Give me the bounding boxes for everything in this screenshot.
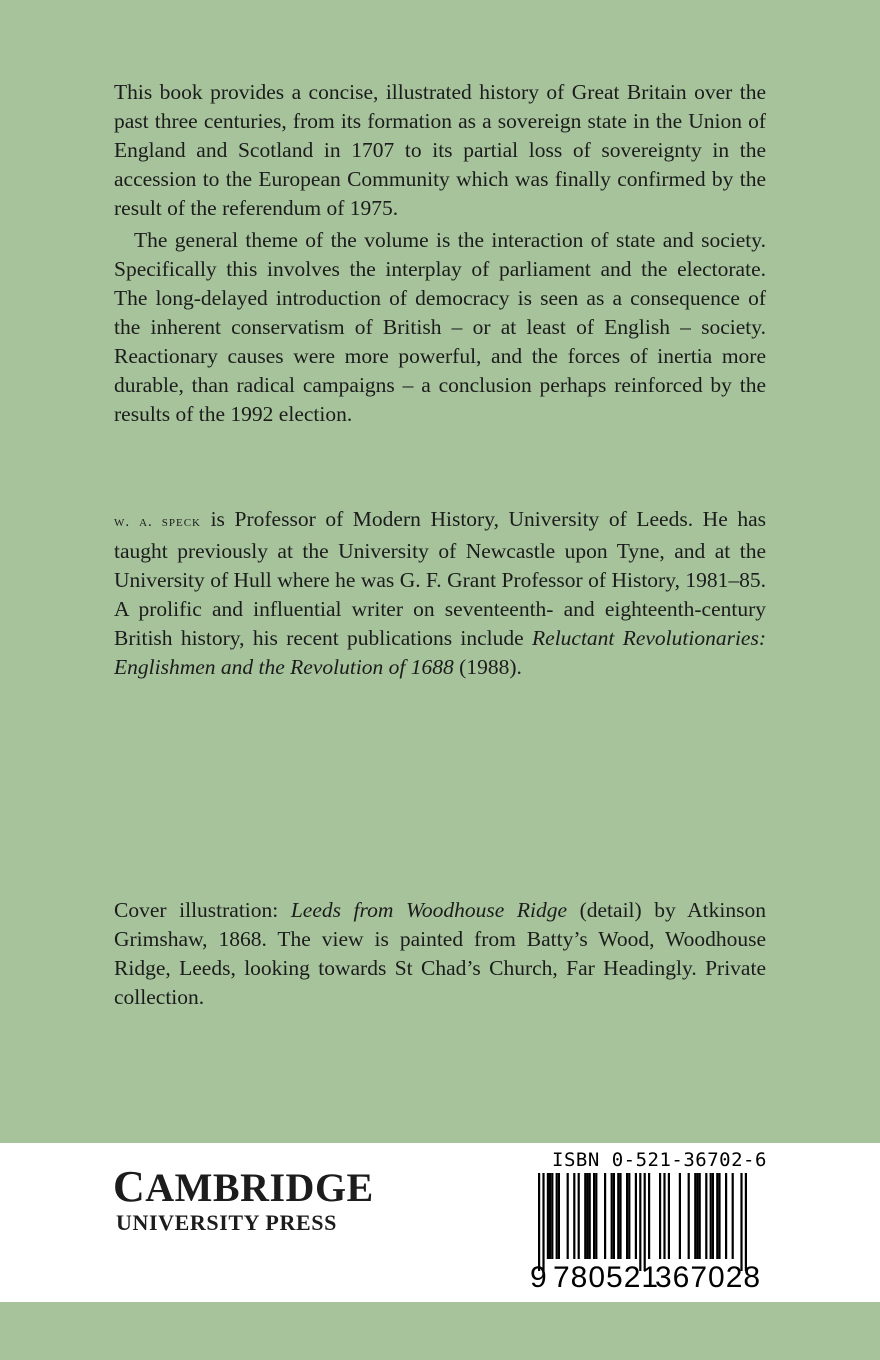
barcode-bar <box>679 1173 681 1259</box>
barcode-bar <box>732 1173 734 1259</box>
barcode-bar <box>549 1173 551 1259</box>
blurb-paragraph-1: This book provides a concise, illustrated history of Great Britain over the past three centuries, from its formation as a sovereign state in the Union of England and Scotland in 1707 to its partial loss of sovereignty in the accession to the European Community which was finally confirmed by the result of the referendum of 1975. <box>114 80 766 220</box>
barcode-bar <box>712 1173 714 1259</box>
barcode-bar <box>586 1173 588 1259</box>
barcode-right-digits: 367028 <box>655 1261 762 1294</box>
barcode-bar <box>725 1173 727 1259</box>
barcode-bar <box>688 1173 690 1259</box>
barcode-bar <box>578 1173 580 1259</box>
barcode-bar <box>538 1173 540 1271</box>
cover-credit-text: (detail) by Atkinson Grimshaw, 1868. The view is painted from Batty’s Wood, Woodhouse Ridge, Leeds, looking towards St Chad’s Church, Far Headingly. Private collection. <box>114 898 766 1009</box>
barcode-bar <box>694 1173 696 1259</box>
barcode-bar <box>718 1173 720 1259</box>
barcode-bar <box>547 1173 549 1259</box>
barcode-bar <box>611 1173 613 1259</box>
barcode-bar <box>595 1173 597 1259</box>
barcode-bar <box>740 1173 742 1271</box>
barcode-bar <box>556 1173 558 1259</box>
barcode-bar <box>648 1173 650 1259</box>
barcode-bar <box>573 1173 575 1259</box>
blurb <box>114 78 766 429</box>
barcode-bar <box>710 1173 712 1259</box>
barcode-bar <box>705 1173 707 1259</box>
barcode-bar <box>613 1173 615 1259</box>
barcode-bar <box>604 1173 606 1259</box>
publisher-band <box>0 1143 880 1302</box>
publisher-name-rest: AMBRIDGE <box>145 1165 374 1210</box>
barcode <box>534 1173 756 1271</box>
barcode-bar <box>659 1173 661 1259</box>
author-name: w. a. speck <box>114 514 201 530</box>
barcode-bar <box>699 1173 701 1259</box>
blurb-paragraph-2: The general theme of the volume is the interaction of state and society. Specifically this involves the interplay of parliament and the electorate. The long-delayed introduction of democracy is seen as a consequence of the inherent conservatism of British – or at least of English – society. Reactionary causes were more powerful, and the forces of inertia more durable, than radical campaigns – a conclusion perhaps reinforced by the results of the 1992 election. <box>114 228 766 426</box>
author-bio-text: is Professor of Modern History, University of Leeds. He has taught previously at the University of Newcastle upon Tyne, and at the University of Hull where he was G. F. Grant Professor of History, 1981–85. A prolific and influential writer on seventeenth- and eighteenth-century British history, his recent publications include <box>114 507 766 650</box>
barcode-bar <box>558 1173 560 1259</box>
barcode-bar <box>639 1173 641 1271</box>
barcode-bar <box>716 1173 718 1259</box>
author-bio-paragraph <box>114 505 766 682</box>
cover-credit-prefix: Cover illustration: <box>114 898 291 922</box>
barcode-bar <box>619 1173 621 1259</box>
barcode-first-digit: 9 <box>530 1261 547 1294</box>
isbn-label: ISBN 0-521-36702-6 <box>552 1149 767 1171</box>
barcode-bar <box>668 1173 670 1259</box>
barcode-bar <box>745 1173 747 1271</box>
publisher-subtitle: UNIVERSITY PRESS <box>116 1210 337 1235</box>
author-bio-year: (1988). <box>453 655 522 679</box>
author-book-title: Reluctant Revolutionaries: Englishmen and the Revolution of 1688 <box>114 626 766 679</box>
cover-credit-paragraph <box>114 896 766 1012</box>
barcode-bar <box>696 1173 698 1259</box>
barcode-bar <box>644 1173 646 1271</box>
author-bio <box>114 505 766 682</box>
barcode-bar <box>584 1173 586 1259</box>
cover-credit <box>114 896 766 1012</box>
barcode-bar <box>551 1173 553 1259</box>
barcode-bar <box>567 1173 569 1259</box>
barcode-bar <box>589 1173 591 1259</box>
barcode-bar <box>626 1173 628 1259</box>
barcode-left-digits: 780521 <box>553 1261 660 1294</box>
publisher-initial: C <box>113 1162 146 1211</box>
barcode-bar <box>635 1173 637 1259</box>
cover-painting-title: Leeds from Woodhouse Ridge <box>290 898 568 922</box>
publisher-logo <box>113 1162 374 1236</box>
barcode-bar <box>663 1173 665 1259</box>
barcode-bar <box>617 1173 619 1259</box>
barcode-bar <box>628 1173 630 1259</box>
barcode-bar <box>542 1173 544 1271</box>
barcode-bar <box>593 1173 595 1259</box>
publisher-name <box>113 1162 374 1211</box>
